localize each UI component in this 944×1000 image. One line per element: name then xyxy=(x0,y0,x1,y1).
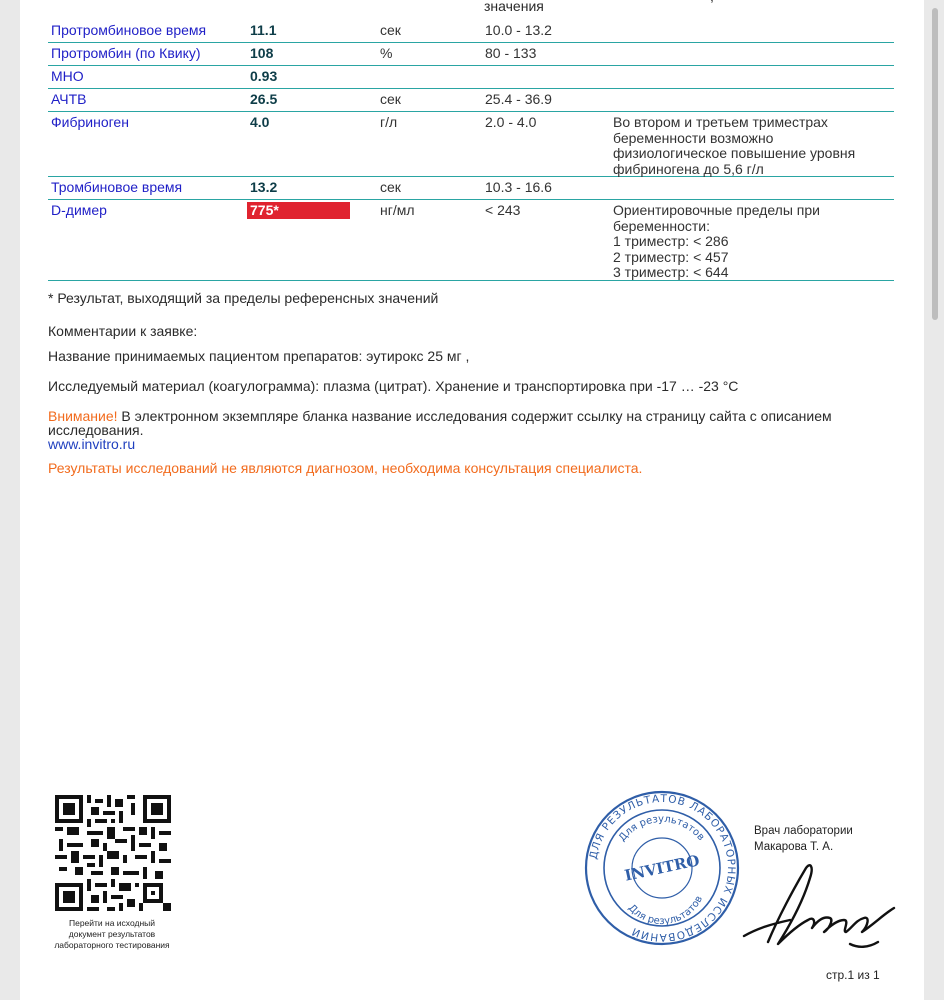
test-value: 26.5 xyxy=(250,91,278,107)
invitro-stamp xyxy=(582,788,742,948)
test-reference: 10.0 - 13.2 xyxy=(485,22,552,38)
comments-title: Комментарии к заявке: xyxy=(48,323,198,339)
test-unit: % xyxy=(380,45,393,61)
test-value: 11.1 xyxy=(250,22,277,38)
test-name[interactable]: Протромбиновое время xyxy=(51,22,207,38)
material: Исследуемый материал (коагулограмма): плазма (цитрат). Хранение и транспортировка при -17 … -23 °С xyxy=(48,378,739,394)
qr-caption-line: лабораторного тестирования xyxy=(54,940,170,950)
test-name[interactable]: Фибриноген xyxy=(51,114,129,130)
test-value: 13.2 xyxy=(250,179,278,195)
test-name[interactable]: Тромбиновое время xyxy=(51,179,183,195)
warning-line-2: исследования. xyxy=(48,422,144,438)
test-unit: сек xyxy=(380,22,401,38)
warning-label: Внимание! xyxy=(48,408,118,424)
doctor-name: Макарова Т. А. xyxy=(754,841,834,853)
medications: Название принимаемых пациентом препаратов: эутирокс 25 мг , xyxy=(48,348,470,364)
result-row-aptt xyxy=(48,89,894,112)
doctor-signature-block xyxy=(754,823,853,855)
qr-code[interactable] xyxy=(55,795,171,911)
test-name[interactable]: Протромбин (по Квику) xyxy=(51,45,201,61)
handwritten-signature xyxy=(738,858,908,958)
warning-text: В электронном экземпляре бланка название исследования содержит ссылку на страницу сайта с описанием xyxy=(121,408,832,424)
stamp-outer-text: ДЛЯ РЕЗУЛЬТАТОВ ЛАБОРАТОРНЫХ ИССЛЕДОВАНИЙ xyxy=(587,792,738,944)
test-name[interactable]: D-димер xyxy=(51,202,107,218)
qr-caption-line: Перейти на исходный xyxy=(68,918,156,928)
test-note: Ориентировочные пределы при беременности: 1 триместр: < 286 2 триместр: < 457 3 триместр: < 644 xyxy=(613,202,820,280)
ref-heading-tail: значения xyxy=(484,0,544,14)
test-note: Во втором и третьем триместрах беременности возможно физиологическое повышение уровня фибриногена до 5,6 г/л xyxy=(613,114,856,177)
test-name[interactable]: МНО xyxy=(51,68,84,84)
qr-caption xyxy=(40,918,184,951)
invitro-link[interactable]: www.invitro.ru xyxy=(48,436,136,452)
test-reference: < 243 xyxy=(485,202,521,218)
scrollbar-thumb[interactable] xyxy=(932,8,938,320)
result-row-quick xyxy=(48,43,894,66)
stamp-inner-bottom: Для результатов xyxy=(625,894,705,928)
disclaimer: Результаты исследований не являются диагнозом, необходима консультация специалиста. xyxy=(48,460,643,476)
page-number: стр.1 из 1 xyxy=(826,968,880,982)
stamp-center-text: INVITRO xyxy=(622,851,702,885)
test-reference: 10.3 - 16.6 xyxy=(485,179,552,195)
doctor-role: Врач лаборатории xyxy=(754,825,853,837)
result-row-d-dimer xyxy=(48,200,894,281)
footnote: * Результат, выходящий за пределы референсных значений xyxy=(48,290,439,306)
stamp-inner-top: Для результатов xyxy=(616,813,707,844)
out-of-range-value: 775* xyxy=(247,202,350,219)
warning-line xyxy=(48,408,832,424)
test-value: 4.0 xyxy=(250,114,270,130)
result-row-inr xyxy=(48,66,894,89)
test-reference: 25.4 - 36.9 xyxy=(485,91,552,107)
test-unit: г/л xyxy=(380,114,398,130)
svg-text:Для результатов xyxy=(626,894,705,927)
result-row-thrombin-time xyxy=(48,177,894,200)
result-row-fibrinogen xyxy=(48,112,894,177)
test-value: 108 xyxy=(250,45,274,61)
heading-dot xyxy=(710,0,714,4)
test-unit: нг/мл xyxy=(380,202,415,218)
test-name[interactable]: АЧТВ xyxy=(51,91,87,107)
test-reference: 2.0 - 4.0 xyxy=(485,114,537,130)
test-value: 0.93 xyxy=(250,68,278,84)
test-unit: сек xyxy=(380,179,401,195)
test-reference: 80 - 133 xyxy=(485,45,537,61)
qr-caption-line: документ результатов xyxy=(68,929,156,939)
report-page xyxy=(20,0,924,1000)
test-unit: сек xyxy=(380,91,401,107)
result-row-prothrombin-time xyxy=(48,20,894,43)
